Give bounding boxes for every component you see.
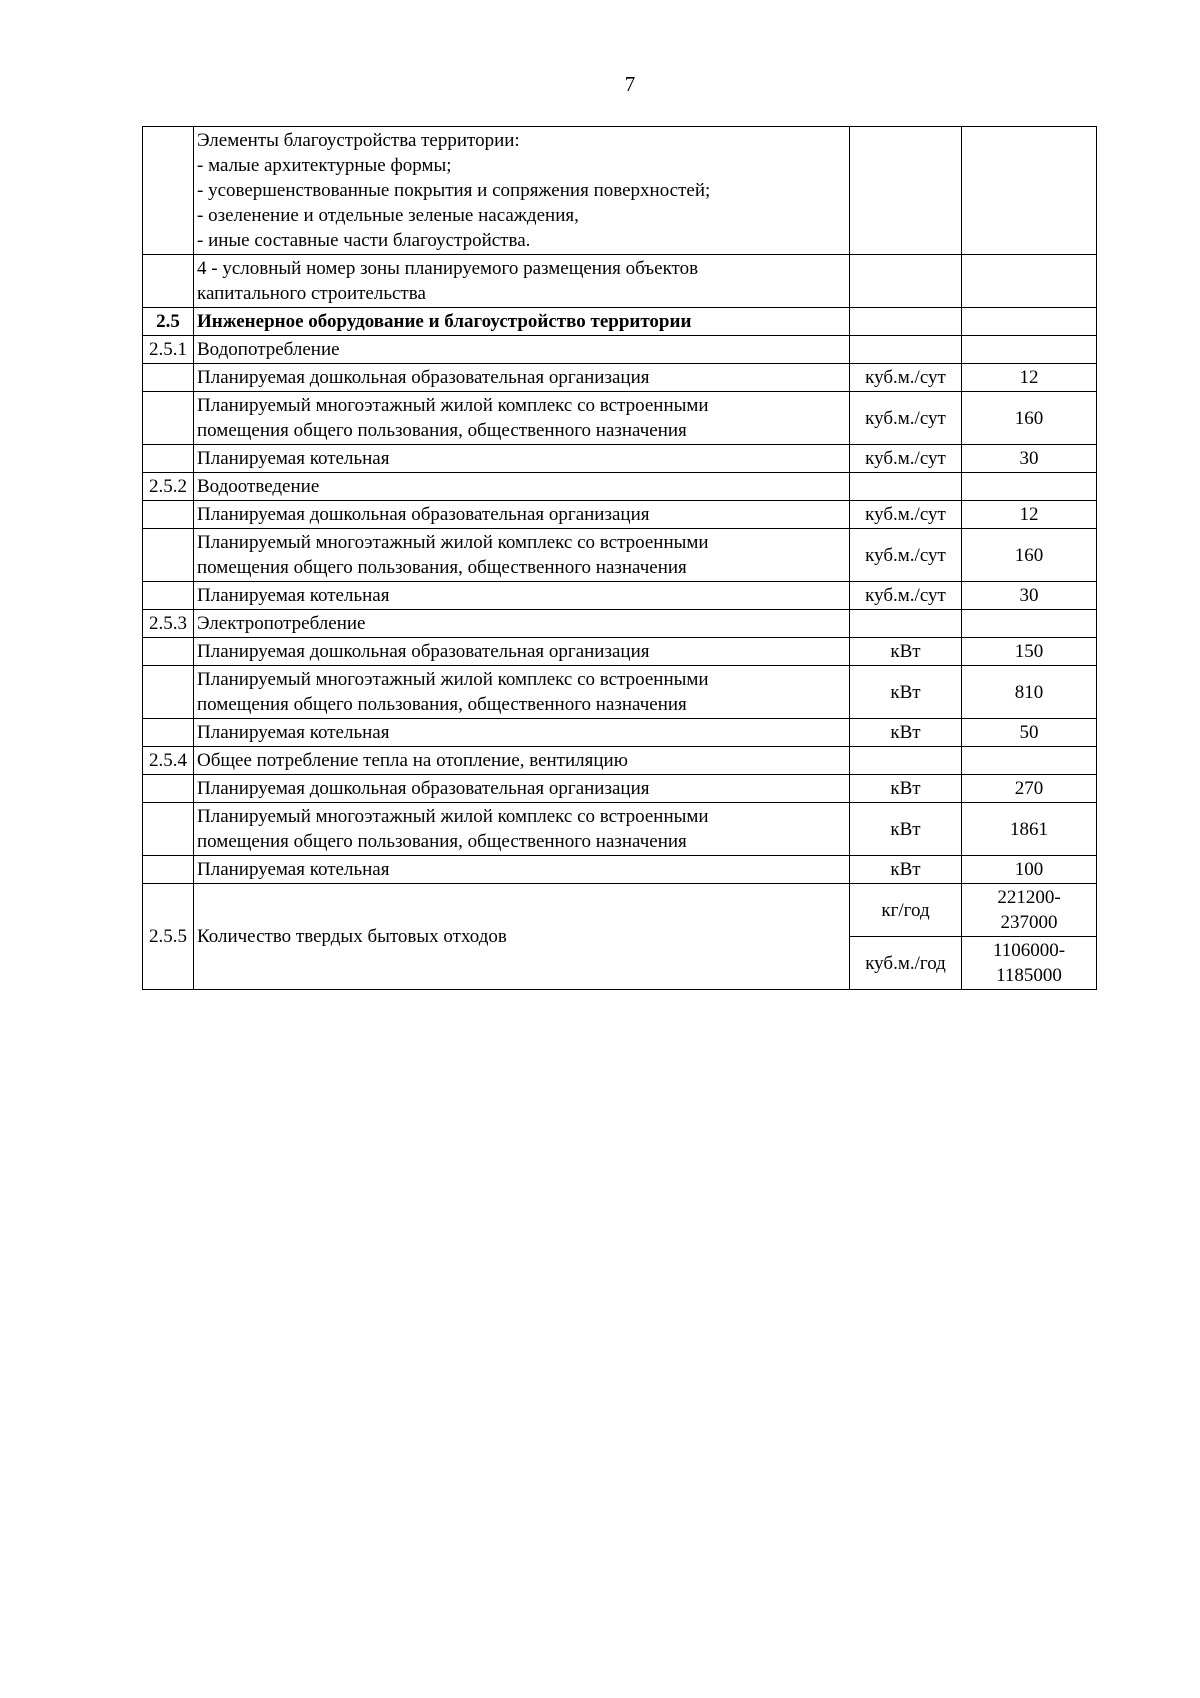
- table-row: [143, 445, 1097, 473]
- value-label: 12: [1019, 367, 1039, 388]
- number-cell: [143, 638, 194, 666]
- text-line: - малые архитектурные формы;: [197, 155, 452, 176]
- unit-label: куб.м./сут: [865, 504, 946, 525]
- number-cell: [143, 582, 194, 610]
- unit-label: куб.м./сут: [865, 407, 946, 429]
- text-line: - озеленение и отдельные зеленые насаждения,: [197, 205, 579, 226]
- text-line: 237000: [1000, 912, 1058, 933]
- value-cell: [962, 666, 1097, 719]
- number-cell: [143, 719, 194, 747]
- subsection-title-cell: [194, 610, 850, 638]
- text-line: Планируемая дошкольная образовательная организация: [197, 367, 650, 388]
- value-cell: [962, 473, 1097, 501]
- value-cell: [962, 308, 1097, 336]
- unit-label: кг/год: [881, 899, 930, 921]
- subsection-title-cell: [194, 884, 850, 990]
- section-title-cell: [194, 308, 850, 336]
- unit-cell: [850, 803, 962, 856]
- subsection-number-cell: [143, 884, 194, 990]
- table-row: [143, 638, 1097, 666]
- subsection-title-cell: [194, 747, 850, 775]
- subsection-title: Водоотведение: [197, 476, 320, 497]
- number-cell: [143, 364, 194, 392]
- table-row: [143, 364, 1097, 392]
- section-title: Инженерное оборудование и благоустройство территории: [197, 311, 692, 332]
- subsection-number: 2.5.3: [149, 613, 187, 634]
- unit-cell: [850, 529, 962, 582]
- subsection-title-cell: [194, 336, 850, 364]
- text-line: помещения общего пользования, общественного назначения: [197, 420, 687, 441]
- value-label: 12: [1019, 504, 1039, 525]
- value-cell: [962, 255, 1097, 308]
- value-label: 30: [1019, 448, 1039, 469]
- unit-cell: [850, 308, 962, 336]
- section-number-cell: [143, 308, 194, 336]
- value-label: 160: [1014, 544, 1044, 566]
- doc-table-body: [143, 127, 1097, 990]
- text-line: Планируемая котельная: [197, 448, 390, 469]
- description-cell: [194, 529, 850, 582]
- value-cell: [962, 501, 1097, 529]
- unit-cell: [850, 473, 962, 501]
- text-line: 4 - условный номер зоны планируемого размещения объектов: [197, 258, 699, 279]
- table-row: [143, 719, 1097, 747]
- description-cell: [194, 445, 850, 473]
- value-label: 160: [1014, 407, 1044, 429]
- description-cell: [194, 127, 850, 255]
- unit-label: куб.м./год: [865, 952, 946, 974]
- text-line: Планируемая котельная: [197, 722, 390, 743]
- unit-cell: [850, 747, 962, 775]
- unit-cell: [850, 582, 962, 610]
- unit-label: кВт: [890, 778, 921, 799]
- subsection-number-cell: [143, 610, 194, 638]
- number-cell: [143, 529, 194, 582]
- text-line: - усовершенствованные покрытия и сопряжения поверхностей;: [197, 180, 711, 201]
- subsection-number: 2.5.5: [149, 926, 187, 947]
- value-cell: [962, 582, 1097, 610]
- number-cell: [143, 127, 194, 255]
- value-cell: [962, 775, 1097, 803]
- value-label: 150: [1014, 641, 1044, 662]
- text-line: 1106000-: [992, 940, 1066, 961]
- unit-cell: [850, 255, 962, 308]
- unit-label: куб.м./сут: [865, 448, 946, 469]
- number-cell: [143, 856, 194, 884]
- value-cell: [962, 937, 1097, 990]
- subsection-title: Количество твердых бытовых отходов: [197, 926, 507, 947]
- number-cell: [143, 775, 194, 803]
- number-cell: [143, 666, 194, 719]
- subsection-number: 2.5.4: [149, 750, 187, 771]
- text-line: 1185000: [996, 965, 1062, 986]
- description-cell: [194, 364, 850, 392]
- value-label: 30: [1019, 585, 1039, 606]
- unit-label: кВт: [890, 722, 921, 743]
- description-cell: [194, 856, 850, 884]
- unit-label: куб.м./сут: [865, 544, 946, 566]
- table-row: [143, 501, 1097, 529]
- number-cell: [143, 501, 194, 529]
- unit-label: куб.м./сут: [865, 585, 946, 606]
- number-cell: [143, 255, 194, 308]
- doc-table: [142, 126, 1097, 990]
- description-cell: [194, 719, 850, 747]
- value-cell: [962, 336, 1097, 364]
- text-line: Планируемая дошкольная образовательная организация: [197, 641, 650, 662]
- value-label: 270: [1014, 778, 1044, 799]
- description-cell: [194, 775, 850, 803]
- text-line: Планируемый многоэтажный жилой комплекс со встроенными: [197, 395, 709, 416]
- value-label: 1861: [1010, 818, 1048, 840]
- unit-cell: [850, 937, 962, 990]
- value-cell: [962, 445, 1097, 473]
- unit-label: кВт: [890, 859, 921, 880]
- text-line: капитального строительства: [197, 283, 426, 304]
- text-line: 221200-: [997, 887, 1061, 908]
- unit-label: кВт: [890, 681, 921, 703]
- subsection-number: 2.5.1: [149, 339, 187, 360]
- value-cell: [962, 856, 1097, 884]
- table-row: [143, 582, 1097, 610]
- value-cell: [962, 747, 1097, 775]
- table-row: [143, 775, 1097, 803]
- number-cell: [143, 392, 194, 445]
- unit-label: куб.м./сут: [865, 367, 946, 388]
- subsection-number-cell: [143, 336, 194, 364]
- table-row: [143, 255, 1097, 308]
- description-cell: [194, 255, 850, 308]
- subsection-number: 2.5.2: [149, 476, 187, 497]
- text-line: Элементы благоустройства территории:: [197, 130, 520, 151]
- unit-label: кВт: [890, 641, 921, 662]
- text-line: Планируемый многоэтажный жилой комплекс со встроенными: [197, 532, 709, 553]
- unit-cell: [850, 501, 962, 529]
- subsection-title-cell: [194, 473, 850, 501]
- value-cell: [962, 803, 1097, 856]
- value-cell: [962, 364, 1097, 392]
- text-line: помещения общего пользования, общественного назначения: [197, 694, 687, 715]
- number-cell: [143, 445, 194, 473]
- subsection-title: Общее потребление тепла на отопление, вентиляцию: [197, 750, 628, 771]
- table-row: [143, 856, 1097, 884]
- value-label: 810: [1014, 681, 1044, 703]
- unit-cell: [850, 856, 962, 884]
- subsection-header-row: [143, 610, 1097, 638]
- value-cell: [962, 610, 1097, 638]
- subsection-title: Водопотребление: [197, 339, 340, 360]
- table-row: [143, 803, 1097, 856]
- value-label: 50: [1019, 722, 1039, 743]
- description-cell: [194, 666, 850, 719]
- unit-cell: [850, 127, 962, 255]
- text-line: Планируемая котельная: [197, 859, 390, 880]
- subsection-header-row: [143, 473, 1097, 501]
- text-line: Планируемый многоэтажный жилой комплекс со встроенными: [197, 806, 709, 827]
- value-cell: [962, 719, 1097, 747]
- table-row: [143, 392, 1097, 445]
- unit-cell: [850, 775, 962, 803]
- unit-label: кВт: [890, 818, 921, 840]
- unit-cell: [850, 666, 962, 719]
- unit-cell: [850, 719, 962, 747]
- subsection-number-cell: [143, 747, 194, 775]
- section-header-row: [143, 308, 1097, 336]
- value-cell: [962, 127, 1097, 255]
- text-line: Планируемая дошкольная образовательная организация: [197, 778, 650, 799]
- unit-cell: [850, 392, 962, 445]
- text-line: Планируемая котельная: [197, 585, 390, 606]
- description-cell: [194, 582, 850, 610]
- number-cell: [143, 803, 194, 856]
- value-cell: [962, 884, 1097, 937]
- text-line: помещения общего пользования, общественного назначения: [197, 557, 687, 578]
- text-line: Планируемый многоэтажный жилой комплекс со встроенными: [197, 669, 709, 690]
- table-row: [143, 127, 1097, 255]
- unit-cell: [850, 610, 962, 638]
- unit-cell: [850, 336, 962, 364]
- unit-cell: [850, 638, 962, 666]
- description-cell: [194, 638, 850, 666]
- subsection-title: Электропотребление: [197, 613, 366, 634]
- subsection-header-row: [143, 747, 1097, 775]
- description-cell: [194, 392, 850, 445]
- value-label: 100: [1014, 859, 1044, 880]
- section-number: 2.5: [156, 311, 180, 332]
- page-number: 7: [624, 72, 636, 96]
- unit-cell: [850, 364, 962, 392]
- description-cell: [194, 501, 850, 529]
- value-cell: [962, 638, 1097, 666]
- table-row: [143, 529, 1097, 582]
- text-line: помещения общего пользования, общественного назначения: [197, 831, 687, 852]
- text-line: Планируемая дошкольная образовательная организация: [197, 504, 650, 525]
- text-line: - иные составные части благоустройства.: [197, 230, 531, 251]
- unit-cell: [850, 445, 962, 473]
- description-cell: [194, 803, 850, 856]
- unit-cell: [850, 884, 962, 937]
- value-cell: [962, 392, 1097, 445]
- table-row: [143, 666, 1097, 719]
- value-cell: [962, 529, 1097, 582]
- subsection-number-cell: [143, 473, 194, 501]
- subsection-header-row: [143, 336, 1097, 364]
- table-row: [143, 884, 1097, 937]
